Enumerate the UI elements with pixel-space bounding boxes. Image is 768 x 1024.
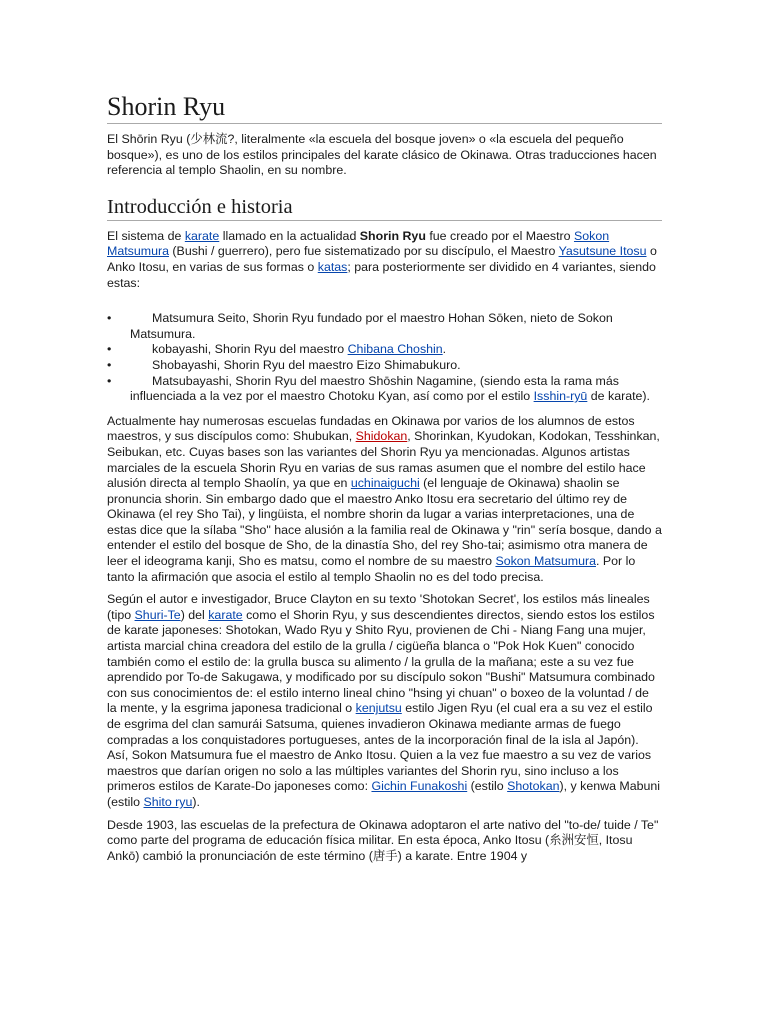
list-item-text: .	[442, 342, 447, 357]
link-sokon-matsumura[interactable]: Sokon Matsumura	[107, 228, 610, 259]
page-title: Shorin Ryu	[107, 0, 662, 124]
bullet-icon: •	[107, 342, 112, 357]
link-gichin-funakoshi[interactable]: Gichin Funakoshi	[371, 779, 468, 794]
section-heading: Introducción e historia	[107, 179, 662, 221]
list-item-text: de karate).	[587, 389, 651, 404]
text: Desde 1903, las escuelas de la prefectura de Okinawa adoptaron el arte nativo del "to-de/ tuide / Te" como parte del programa de educación física militar. En esta época, Anko Itosu (糸洲安恒, Itosu Ankō) cambió la pronunciación de este término (唐手) a karate. Entre 1904 y	[107, 817, 659, 863]
text: ; para posteriormente ser dividido en 4 variantes, siendo estas:	[107, 259, 656, 290]
text: estilo Jigen Ryu (el cual era a su vez el estilo de esgrima del clan samurái Satsuma, quienes invadieron Okinawa mediante armas de fuego compradas a los conquistadores portugueses, antes de la incorporación final de la isla al Japón). Así, Sokon Matsumura fue el maestro de Anko Itosu. Quien a la vez fue maestro a su vez de varios maestros que darían origen no solo a las múltiples variantes del Shorin ryu, sino incluso a los primeros estilos de Karate-Do japoneses como:	[107, 701, 653, 794]
link-kenjutsu[interactable]: kenjutsu	[355, 701, 402, 716]
link-yasutsune-itosu[interactable]: Yasutsune Itosu	[558, 244, 647, 259]
link-shidokan[interactable]: Shidokan	[355, 429, 408, 444]
link-karate[interactable]: karate	[184, 228, 220, 243]
text: (estilo	[467, 779, 508, 794]
text: , Shorinkan, Kyudokan, Kodokan, Tesshinkan, Seibukan, etc. Cuyas bases son las variantes del Shorin Ryu ya mencionadas. Algunos artistas marciales de la escuela Shorin Ryu en varias de sus ramas asumen que el nombre del estilo hace alusión directa al templo Shaolín, ya que en	[107, 429, 660, 491]
history-paragraph-3	[107, 592, 662, 810]
text: . Por lo tanto la afirmación que asocia el estilo al templo Shaolin no es del todo precisa.	[107, 554, 636, 584]
link-katas[interactable]: katas	[317, 259, 348, 274]
list-item-text: Shobayashi, Shorin Ryu del maestro Eizo Shimabukuro.	[152, 357, 461, 372]
list-item-text: kobayashi, Shorin Ryu del maestro	[152, 342, 348, 357]
text: o Anko Itosu, en varias de sus formas o	[107, 244, 657, 274]
list-item	[107, 342, 662, 358]
text: (Bushi / guerrero), pero fue sistematizado por su discípulo, el Maestro	[168, 244, 559, 259]
link-chibana-choshin[interactable]: Chibana Choshin	[347, 342, 443, 357]
link-uchinaiguchi[interactable]: uchinaiguchi	[350, 476, 420, 491]
link-shito-ryu[interactable]: Shito ryu	[143, 794, 193, 809]
list-item	[107, 358, 662, 374]
text: Según el autor e investigador, Bruce Clayton en su texto 'Shotokan Secret', los estilos más lineales (tipo	[107, 592, 650, 622]
text: ).	[192, 794, 200, 809]
text: fue creado por el Maestro	[425, 228, 574, 243]
text: ), y kenwa Mabuni (estilo	[107, 779, 661, 809]
text: Actualmente hay numerosas escuelas fundadas en Okinawa por varios de los alumnos de estos maestros, y sus discípulos como: Shubukan,	[107, 413, 635, 444]
text: (el lenguaje de Okinawa) shaolin se pronuncia shorin. Sin embargo dado que el maestro Anko Itosu era secretario del último rey de Okinawa (el rey Sho Tai), y lingüista, el nombre shorin da lugar a varias interpretaciones, una de estas dice que la sílaba "Sho" hace alusión a la familia real de Okinawa y "rin" sería bosque, dando a entender el estilo del bosque de Sho, de la dinastía Sho, del rey Sho-tai; asimismo otra manera de leer el ideograma kanji, Sho es matsu, como el nombre de su maestro	[107, 476, 662, 569]
document-page	[107, 0, 662, 864]
history-paragraph-4	[107, 818, 662, 865]
link-sokon-matsumura-2[interactable]: Sokon Matsumura	[495, 554, 596, 569]
list-item	[107, 311, 662, 342]
list-item-text: Matsumura Seito, Shorin Ryu fundado por el maestro Hohan Sōken, nieto de Sokon Matsumura.	[130, 311, 613, 341]
bold-shorin-ryu: Shorin Ryu	[359, 228, 426, 243]
link-isshin-ryu[interactable]: Isshin-ryū	[533, 389, 588, 404]
text: ) del	[180, 607, 209, 622]
bullet-icon: •	[107, 311, 112, 326]
list-item	[107, 374, 662, 405]
text: llamado en la actualidad	[219, 228, 360, 243]
variants-list	[107, 311, 662, 405]
history-paragraph-1	[107, 229, 662, 291]
intro-paragraph: El Shōrin Ryu (少林流?, literalmente «la escuela del bosque joven» o «la escuela del pequeño bosque»), es uno de los estilos principales del karate clásico de Okinawa. Otras traducciones hacen referencia al templo Shaolin, en su nombre.	[107, 132, 657, 178]
link-shotokan[interactable]: Shotokan	[507, 779, 560, 794]
text: como el Shorin Ryu, y sus descendientes directos, siendo estos los estilos de karate japoneses: Shotokan, Wado Ryu y Shito Ryu, provienen de Chi - Niang Fang una mujer, artista marcial china creadora del estilo de la grulla / cigüeña blanca o "Pok Hok Kuen" conocido también como el estilo de: la grulla busca su alimento / la grulla de la mañana; este a su vez fue aprendido por To-de Sakugawa, y modificado por su discípulo sokon "Bushi" Matsumura combinado con sus conocimientos de: el estilo interno lineal chino "hsing yi chuan" o boxeo de la voluntad / de la mente, y la esgrima japonesa tradicional o	[107, 607, 655, 716]
link-shuri-te[interactable]: Shuri-Te	[134, 607, 181, 622]
bullet-icon: •	[107, 373, 112, 388]
bullet-icon: •	[107, 357, 112, 372]
link-karate-2[interactable]: karate	[208, 607, 243, 622]
list-item-text: Matsubayashi, Shorin Ryu del maestro Shōshin Nagamine, (siendo esta la rama más influenciada a la vez por el maestro Chotoku Kyan, así como por el estilo	[130, 373, 619, 404]
text: El sistema de	[107, 228, 185, 243]
history-paragraph-2	[107, 414, 662, 586]
